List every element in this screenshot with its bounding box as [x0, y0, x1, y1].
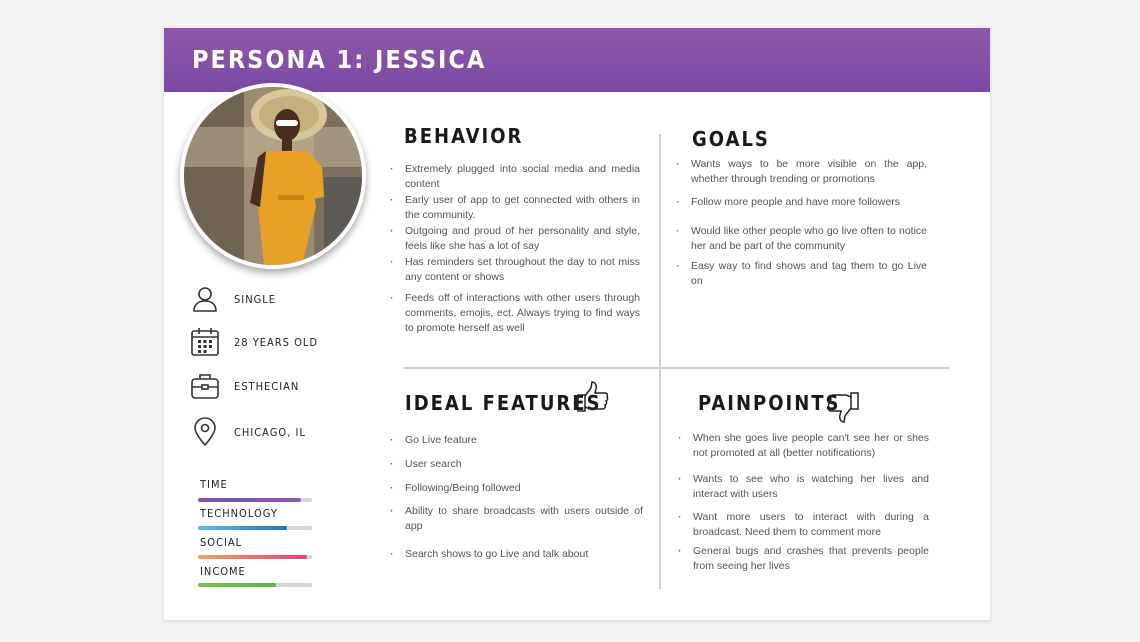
list-item: · Has reminders set throughout the day to not miss any content or shows: [390, 255, 640, 285]
list-item: · Wants to see who is watching her lives and interact with users: [678, 472, 929, 502]
person-icon: [188, 282, 222, 316]
bar-fill-technology: [198, 526, 287, 530]
bar-label-income: INCOME: [200, 565, 246, 578]
bar-label-social: SOCIAL: [200, 536, 243, 549]
list-item: · Outgoing and proud of her personality and style, feels like she has a lot of say: [390, 224, 640, 254]
list-item: · When she goes live people can't see her or shes not promoted at all (better notifications): [678, 431, 929, 461]
persona-header: [164, 28, 990, 92]
list-item: · Would like other people who go live often to notice her and be part of the community: [676, 224, 927, 254]
list-item: · Go Live feature: [390, 433, 643, 448]
bar-label-time: TIME: [200, 478, 228, 491]
persona-avatar: [180, 83, 366, 269]
calendar-icon: [188, 325, 222, 359]
persona-title: PERSONA 1: JESSICA: [192, 45, 487, 74]
thumbs-up-icon: [576, 380, 610, 419]
bar-label-technology: TECHNOLOGY: [200, 507, 278, 520]
thumbs-down-icon: [828, 390, 860, 429]
list-item: · Want more users to interact with during a broadcast. Need them to comment more: [678, 510, 929, 540]
bar-fill-income: [198, 583, 276, 587]
list-item: · Follow more people and have more followers: [676, 195, 927, 210]
profile-row-occupation: [188, 369, 299, 403]
profile-age-label: 28 YEARS OLD: [234, 335, 319, 349]
list-item: · Feeds off of interactions with other users through comments, emojis, ect. Always trying to find ways to promote herself as well: [390, 291, 640, 336]
list-item: · Easy way to find shows and tag them to go Live on: [676, 259, 927, 289]
bar-fill-time: [198, 498, 301, 502]
bar-track-income: [198, 583, 312, 587]
list-item: · General bugs and crashes that prevents people from seeing her lives: [678, 544, 929, 574]
profile-row-age: [188, 325, 318, 359]
bar-track-social: [198, 555, 312, 559]
bar-fill-social: [198, 555, 307, 559]
list-item: · Search shows to go Live and talk about: [390, 547, 643, 562]
location-pin-icon: [188, 415, 222, 449]
bar-track-time: [198, 498, 312, 502]
list-item: · Early user of app to get connected with others in the community.: [390, 193, 640, 223]
profile-row-location: [188, 415, 306, 449]
bar-track-technology: [198, 526, 312, 530]
goals-title: GOALS: [692, 127, 770, 151]
profile-occupation-label: ESTHECIAN: [234, 379, 300, 393]
list-item: · Following/Being followed: [390, 481, 643, 496]
profile-row-status: [188, 282, 276, 316]
behavior-title: BEHAVIOR: [404, 124, 524, 148]
list-item: · Ability to share broadcasts with users outside of app: [390, 504, 643, 534]
profile-location-label: CHICAGO, IL: [234, 425, 306, 439]
list-item: · Wants ways to be more visible on the app, whether through trending or promotions: [676, 157, 927, 187]
ideal-features-title: IDEAL FEATURES: [405, 391, 602, 415]
list-item: · Extremely plugged into social media and media content: [390, 162, 640, 192]
list-item: · User search: [390, 457, 643, 472]
horizontal-divider: [404, 367, 949, 369]
briefcase-icon: [188, 369, 222, 403]
persona-card: [164, 28, 990, 620]
vertical-divider: [659, 134, 661, 589]
painpoints-title: PAINPOINTS: [698, 391, 841, 415]
profile-status-label: SINGLE: [234, 292, 277, 306]
